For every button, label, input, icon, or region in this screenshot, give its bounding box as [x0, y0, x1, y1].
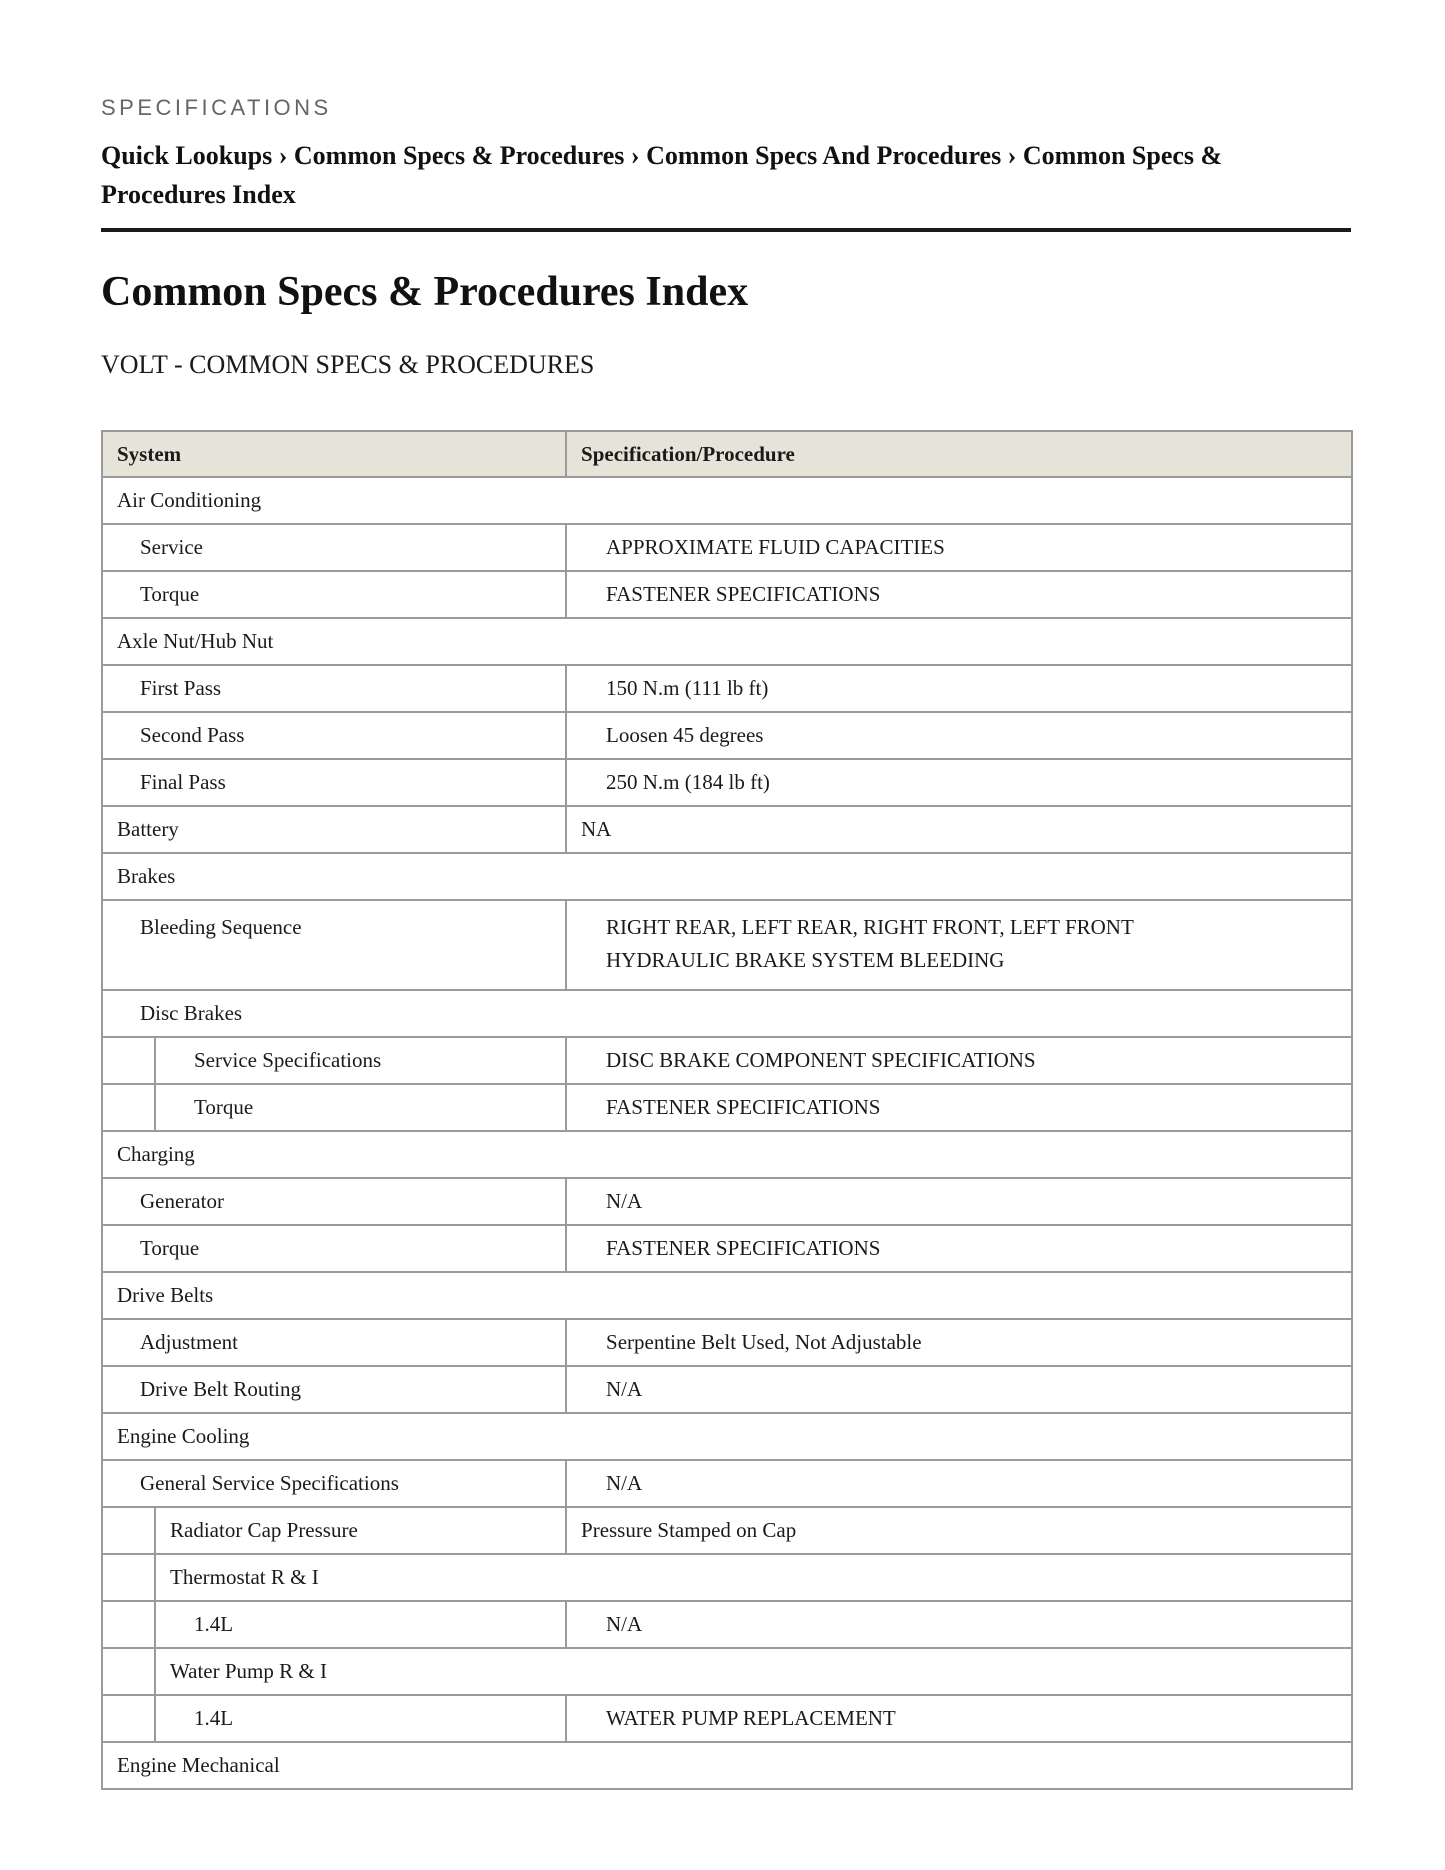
indent-spacer-cell	[102, 1695, 155, 1742]
system-cell: Final Pass	[102, 759, 566, 806]
table-row	[102, 1319, 1352, 1366]
spec-line: RIGHT REAR, LEFT REAR, RIGHT FRONT, LEFT FRONT	[606, 915, 1134, 939]
table-row	[102, 1131, 1352, 1178]
category-cell: Engine Cooling	[102, 1413, 1352, 1460]
specs-table	[101, 430, 1353, 1790]
indent-spacer-cell	[102, 1037, 155, 1084]
system-cell: Torque	[155, 1084, 566, 1131]
table-row	[102, 1037, 1352, 1084]
spec-cell: N/A	[566, 1460, 1352, 1507]
table-row	[102, 571, 1352, 618]
table-row	[102, 477, 1352, 524]
indent-spacer-cell	[102, 1601, 155, 1648]
spec-cell: WATER PUMP REPLACEMENT	[566, 1695, 1352, 1742]
spec-cell: 250 N.m (184 lb ft)	[566, 759, 1352, 806]
indent-spacer-cell	[102, 1084, 155, 1131]
category-cell: Drive Belts	[102, 1272, 1352, 1319]
system-cell: Bleeding Sequence	[102, 900, 566, 990]
table-row	[102, 665, 1352, 712]
table-row	[102, 1554, 1352, 1601]
spec-cell: DISC BRAKE COMPONENT SPECIFICATIONS	[566, 1037, 1352, 1084]
spec-cell: Loosen 45 degrees	[566, 712, 1352, 759]
table-row	[102, 1366, 1352, 1413]
spec-cell: N/A	[566, 1366, 1352, 1413]
category-cell: Charging	[102, 1131, 1352, 1178]
table-row	[102, 806, 1352, 853]
table-row	[102, 1507, 1352, 1554]
system-cell: Adjustment	[102, 1319, 566, 1366]
table-row	[102, 1272, 1352, 1319]
table-row	[102, 900, 1352, 990]
spec-cell: FASTENER SPECIFICATIONS	[566, 1225, 1352, 1272]
table-row	[102, 1225, 1352, 1272]
system-cell: Drive Belt Routing	[102, 1366, 566, 1413]
subcategory-cell: Thermostat R & I	[155, 1554, 1352, 1601]
table-row	[102, 1601, 1352, 1648]
system-cell: Service	[102, 524, 566, 571]
spec-cell: FASTENER SPECIFICATIONS	[566, 1084, 1352, 1131]
system-cell: Generator	[102, 1178, 566, 1225]
table-row	[102, 524, 1352, 571]
system-cell: 1.4L	[155, 1695, 566, 1742]
subcategory-cell: Water Pump R & I	[155, 1648, 1352, 1695]
table-row	[102, 1742, 1352, 1789]
spec-line: HYDRAULIC BRAKE SYSTEM BLEEDING	[606, 948, 1005, 972]
system-cell: Radiator Cap Pressure	[155, 1507, 566, 1554]
table-row	[102, 712, 1352, 759]
table-row	[102, 618, 1352, 665]
column-header-system: System	[102, 431, 566, 477]
spec-cell: N/A	[566, 1178, 1352, 1225]
table-row	[102, 1084, 1352, 1131]
section-eyebrow: SPECIFICATIONS	[101, 95, 332, 120]
spec-cell: FASTENER SPECIFICATIONS	[566, 571, 1352, 618]
category-cell: Air Conditioning	[102, 477, 1352, 524]
category-cell: Brakes	[102, 853, 1352, 900]
spec-cell: Serpentine Belt Used, Not Adjustable	[566, 1319, 1352, 1366]
table-row	[102, 1648, 1352, 1695]
table-header-row	[102, 431, 1352, 477]
system-cell: Second Pass	[102, 712, 566, 759]
indent-spacer-cell	[102, 1648, 155, 1695]
system-cell: First Pass	[102, 665, 566, 712]
system-cell: Service Specifications	[155, 1037, 566, 1084]
table-row	[102, 990, 1352, 1037]
header-divider	[101, 228, 1351, 232]
indent-spacer-cell	[102, 1507, 155, 1554]
spec-cell: 150 N.m (111 lb ft)	[566, 665, 1352, 712]
system-cell: Torque	[102, 571, 566, 618]
table-row	[102, 1460, 1352, 1507]
system-cell: Battery	[102, 806, 566, 853]
subcategory-cell: Disc Brakes	[102, 990, 1352, 1037]
page-title: Common Specs & Procedures Index	[101, 269, 749, 315]
column-header-spec: Specification/Procedure	[566, 431, 1352, 477]
system-cell: General Service Specifications	[102, 1460, 566, 1507]
table-row	[102, 1695, 1352, 1742]
table-row	[102, 759, 1352, 806]
spec-cell	[566, 900, 1352, 990]
spec-cell: Pressure Stamped on Cap	[566, 1507, 1352, 1554]
spec-cell: N/A	[566, 1601, 1352, 1648]
spec-cell: NA	[566, 806, 1352, 853]
system-cell: Torque	[102, 1225, 566, 1272]
table-row	[102, 853, 1352, 900]
breadcrumb: Quick Lookups › Common Specs & Procedures › Common Specs And Procedures › Common Specs & Procedures Index	[101, 141, 1223, 209]
spec-cell: APPROXIMATE FLUID CAPACITIES	[566, 524, 1352, 571]
table-row	[102, 1178, 1352, 1225]
indent-spacer-cell	[102, 1554, 155, 1601]
category-cell: Engine Mechanical	[102, 1742, 1352, 1789]
page-subtitle: VOLT - COMMON SPECS & PROCEDURES	[101, 350, 595, 379]
category-cell: Axle Nut/Hub Nut	[102, 618, 1352, 665]
table-row	[102, 1413, 1352, 1460]
system-cell: 1.4L	[155, 1601, 566, 1648]
